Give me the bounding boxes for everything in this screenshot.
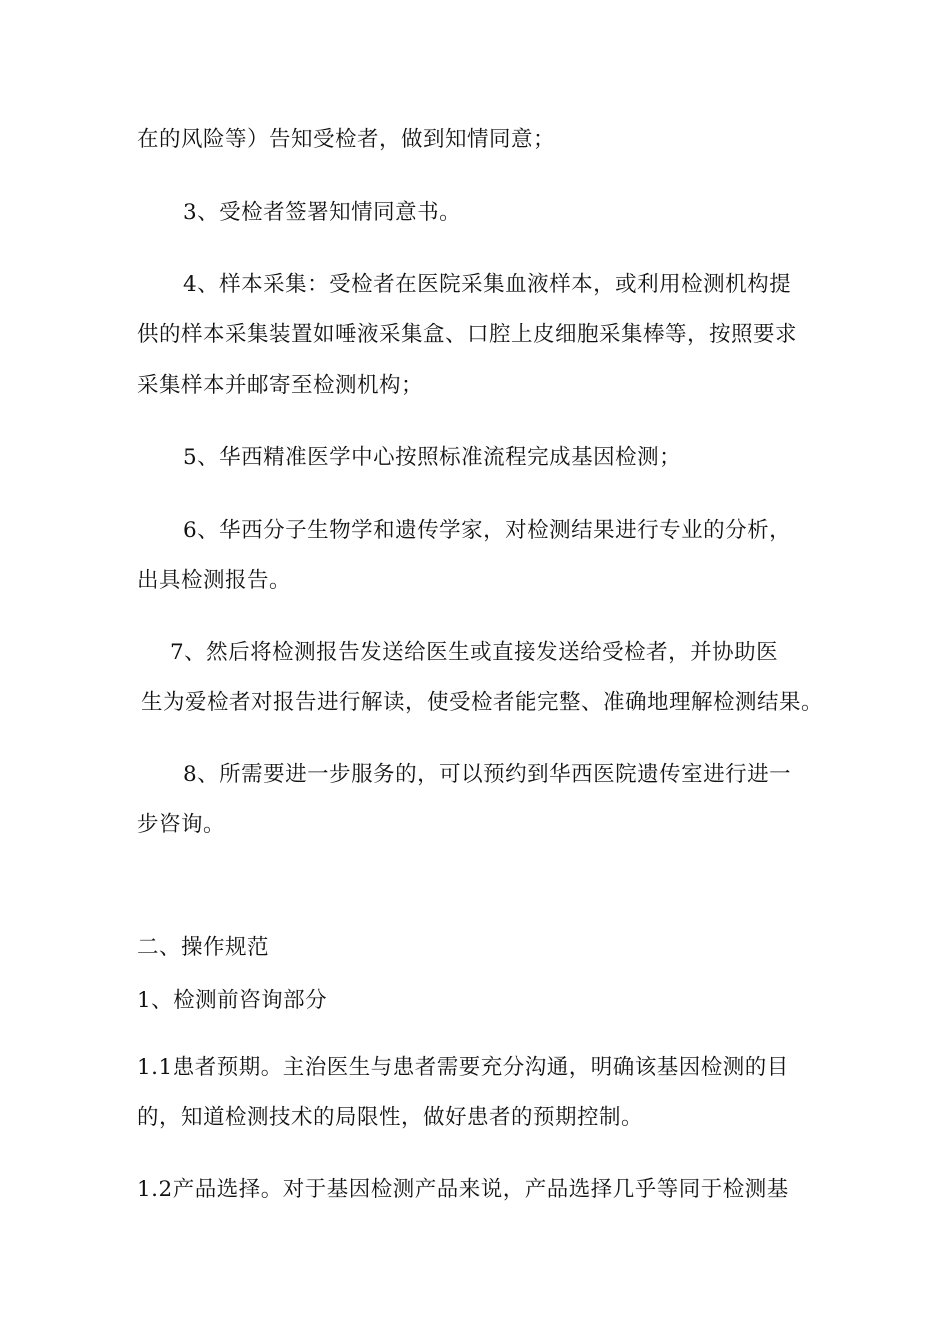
text-line: 3、受检者签署知情同意书。	[183, 200, 462, 225]
text-line: 在的风险等）告知受检者，做到知情同意；	[137, 127, 556, 152]
text-line: 6、华西分子生物学和遗传学家，对检测结果进行专业的分析，	[183, 518, 792, 543]
text-line: 1.1患者预期。主治医生与患者需要充分沟通，明确该基因检测的目	[137, 1055, 789, 1080]
text-line: 8、所需要进一步服务的，可以预约到华西医院遗传室进行进一	[183, 762, 792, 787]
subsection-heading: 1、检测前咨询部分	[137, 988, 328, 1013]
text-line: 7、然后将检测报告发送给医生或直接发送给受检者，并协助医	[170, 640, 779, 665]
text-line: 5、华西精准医学中心按照标准流程完成基因检测；	[183, 445, 682, 470]
text-line: 供的样本采集装置如唾液采集盒、口腔上皮细胞采集棒等，按照要求	[137, 322, 798, 347]
text-line: 步咨询。	[137, 812, 226, 837]
text-line: 出具检测报告。	[137, 568, 292, 593]
section-heading: 二、操作规范	[137, 935, 270, 960]
text-line: 的，知道检测技术的局限性，做好患者的预期控制。	[137, 1105, 644, 1130]
text-line: 采集样本并邮寄至检测机构；	[137, 373, 424, 398]
text-line: 4、样本采集：受检者在医院采集血液样本，或利用检测机构提	[183, 272, 792, 297]
text-line: 1.2产品选择。对于基因检测产品来说，产品选择几乎等同于检测基	[137, 1177, 789, 1202]
text-line: 生为爱检者对报告进行解读，使受检者能完整、准确地理解检测结果。	[141, 690, 824, 715]
